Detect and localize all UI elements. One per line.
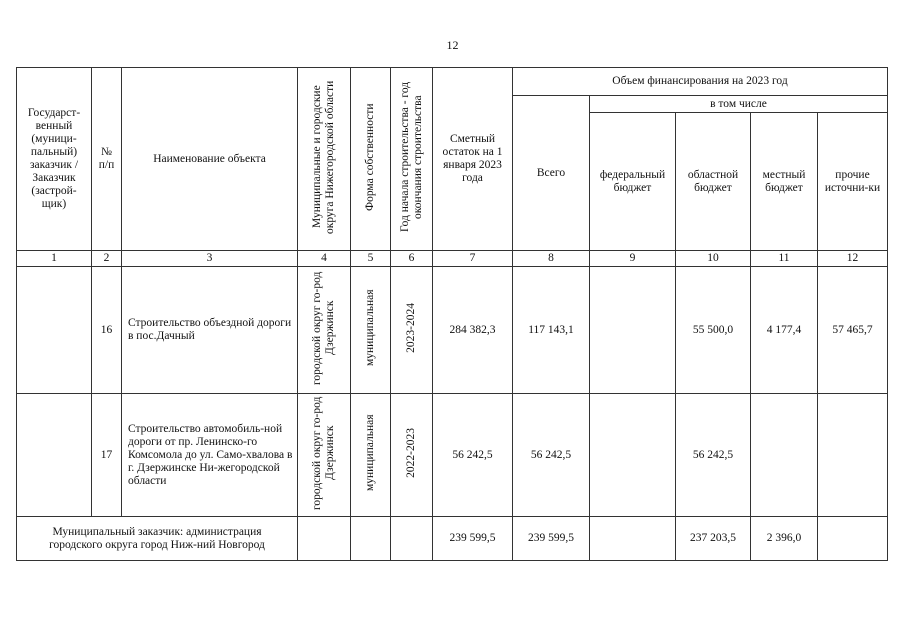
header-object-name: Наименование объекта [122, 68, 298, 251]
row-ownership-text: муниципальная [364, 289, 376, 367]
row-federal [590, 267, 676, 394]
header-years [391, 68, 433, 251]
row-federal [590, 394, 676, 517]
row-object-name: Строительство объездной дороги в пос.Дачный [122, 267, 298, 394]
table-row [17, 267, 888, 394]
table-row [17, 394, 888, 517]
summary-other [818, 517, 888, 561]
summary-local: 2 396,0 [751, 517, 818, 561]
header-ownership-text: Форма собственности [364, 103, 376, 211]
column-number: 10 [676, 251, 751, 267]
row-district-text: городской округ го-род Дзержинск [311, 271, 336, 385]
header-number: № п/п [92, 68, 122, 251]
row-years [391, 267, 433, 394]
row-customer [17, 394, 92, 517]
row-ownership [351, 394, 391, 517]
column-number: 5 [351, 251, 391, 267]
row-balance: 284 382,3 [433, 267, 513, 394]
summary-federal [590, 517, 676, 561]
row-local: 4 177,4 [751, 267, 818, 394]
row-total: 56 242,5 [513, 394, 590, 517]
row-district [298, 394, 351, 517]
column-number: 8 [513, 251, 590, 267]
header-balance: Сметный остаток на 1 января 2023 года [433, 68, 513, 251]
summary-years [391, 517, 433, 561]
financing-table [16, 67, 888, 561]
row-district [298, 267, 351, 394]
row-years-text: 2022-2023 [405, 428, 417, 478]
column-number: 9 [590, 251, 676, 267]
summary-total: 239 599,5 [513, 517, 590, 561]
row-ownership-text: муниципальная [364, 414, 376, 492]
header-customer: Государст- венный (муници- пальный) заказчик / Заказчик (застрой- щик) [17, 68, 92, 251]
row-customer [17, 267, 92, 394]
row-total: 117 143,1 [513, 267, 590, 394]
row-other: 57 465,7 [818, 267, 888, 394]
summary-regional: 237 203,5 [676, 517, 751, 561]
row-years [391, 394, 433, 517]
header-local: местный бюджет [751, 113, 818, 251]
header-district [298, 68, 351, 251]
row-object-name: Строительство автомобиль-ной дороги от пр. Ленинско-го Комсомола до ул. Само-хвалова в г. Дзержинске Ни-жегородской области [122, 394, 298, 517]
column-numbers-row [17, 251, 888, 267]
column-number: 6 [391, 251, 433, 267]
row-number: 16 [92, 267, 122, 394]
header-ownership [351, 68, 391, 251]
column-number: 3 [122, 251, 298, 267]
header-row-1 [17, 68, 888, 96]
column-number: 1 [17, 251, 92, 267]
row-regional: 55 500,0 [676, 267, 751, 394]
row-balance: 56 242,5 [433, 394, 513, 517]
header-years-text: Год начала строительства - год окончания строительства [398, 81, 424, 233]
row-years-text: 2023-2024 [405, 303, 417, 353]
summary-balance: 239 599,5 [433, 517, 513, 561]
header-district-text: Муниципальные и городские округа Нижегородской области [311, 80, 336, 234]
header-total: Всего [513, 96, 590, 251]
row-other [818, 394, 888, 517]
row-district-text: городской округ го-род Дзержинск [311, 396, 336, 510]
summary-label: Муниципальный заказчик: администрация городского округа город Ниж-ний Новгород [17, 517, 298, 561]
header-including: в том числе [590, 96, 888, 113]
column-number: 7 [433, 251, 513, 267]
row-ownership [351, 267, 391, 394]
summary-ownership [351, 517, 391, 561]
header-financing-group: Объем финансирования на 2023 год [513, 68, 888, 96]
column-number: 12 [818, 251, 888, 267]
header-regional: областной бюджет [676, 113, 751, 251]
column-number: 4 [298, 251, 351, 267]
header-other: прочие источни-ки [818, 113, 888, 251]
row-regional: 56 242,5 [676, 394, 751, 517]
row-number: 17 [92, 394, 122, 517]
header-federal: федеральный бюджет [590, 113, 676, 251]
summary-row [17, 517, 888, 561]
column-number: 11 [751, 251, 818, 267]
summary-district [298, 517, 351, 561]
row-local [751, 394, 818, 517]
page-number: 12 [446, 38, 459, 52]
column-number: 2 [92, 251, 122, 267]
